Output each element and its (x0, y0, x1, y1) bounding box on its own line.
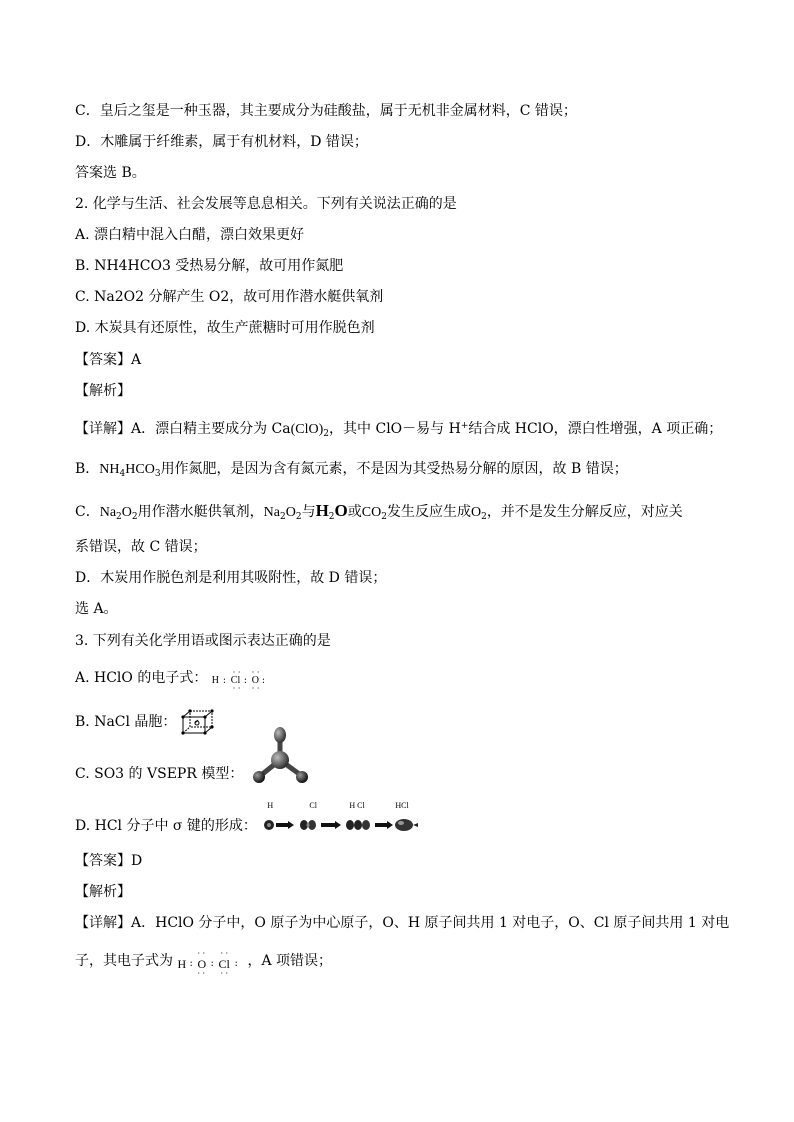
sigma-bond-formation-diagram: H Cl H Cl HCl (261, 803, 423, 837)
option-d: D. HCl 分子中 σ 键的形成： H Cl H Cl HCl (75, 815, 423, 837)
text-line: 选 A。 (75, 601, 118, 617)
option-d: D. 木炭具有还原性，故生产蔗糖时可用作脱色剂 (75, 320, 375, 336)
detail-c: C．$Na_2O_2$用作潜水艇供氧剂，$Na_2O_2$与$H_2O$或$CO_2$发生反应生成$O_2$，并不是发生分解反应，对应关 (75, 501, 683, 522)
option-c: C. Na2O2 分解产生 O2，故可用作潜水艇供氧剂 (75, 289, 384, 305)
option-b: B. NH4HCO3 受热易分解，故可用作氮肥 (75, 258, 344, 274)
formula: (ClO) (290, 422, 324, 437)
text-line: 答案选 B。 (75, 165, 146, 181)
text-line: 系错误，故 C 错误； (75, 539, 207, 555)
electron-formula: H : Cl · · · · : O · · · · : (211, 668, 266, 693)
detail-d: D．木炭用作脱色剂是利用其吸附性，故 D 错误； (75, 570, 387, 586)
detail-a: 【详解】A．漂白精主要成分为 $Ca(ClO)_2$，其中 ClO－易与 H+结合成 HClO，漂白性增强，A 项正确； (75, 421, 723, 439)
question-3-stem: 3. 下列有关化学用语或图示表达正确的是 (75, 633, 331, 649)
option-a: A. 漂白精中混入白醋，漂白效果更好 (75, 227, 305, 243)
analysis-label: 【解析】 (75, 884, 131, 900)
text-line: 子，其电子式为 H : O · · · · : Cl · · · · : ，A 项错误； (75, 949, 333, 978)
text-line: D．木雕属于纤维素，属于有机材料，D 错误； (75, 134, 368, 150)
answer-label: 【答案】D (75, 853, 143, 869)
question-2-stem: 2. 化学与生活、社会发展等息息相关。下列有关说法正确的是 (75, 196, 457, 212)
detail-a: 【详解】A．HClO 分子中，O 原子为中心原子，O、H 原子间共用 1 对电子，O、Cl 原子间共用 1 对电 (75, 915, 730, 931)
so3-vsepr-model-diagram (248, 726, 312, 788)
detail-b: B．$NH_4HCO_3$用作氮肥，是因为含有氮元素，不是因为其受热易分解的原因，故 B 错误； (75, 461, 628, 479)
electron-formula: H : O · · · · : Cl · · · · : (177, 949, 238, 978)
option-b: B. NaCl 晶胞： (75, 709, 215, 735)
analysis-label: 【解析】 (75, 383, 131, 399)
option-a: A. HClO 的电子式： H : Cl · · · · : O · · · · : (75, 667, 278, 689)
nacl-unit-cell-diagram (181, 709, 215, 735)
answer-label: 【答案】A (75, 352, 142, 368)
text-line: C．皇后之玺是一种玉器，其主要成分为硅酸盐，属于无机非金属材料，C 错误； (75, 103, 577, 119)
option-c: C. SO3 的 VSEPR 模型： (75, 760, 312, 788)
